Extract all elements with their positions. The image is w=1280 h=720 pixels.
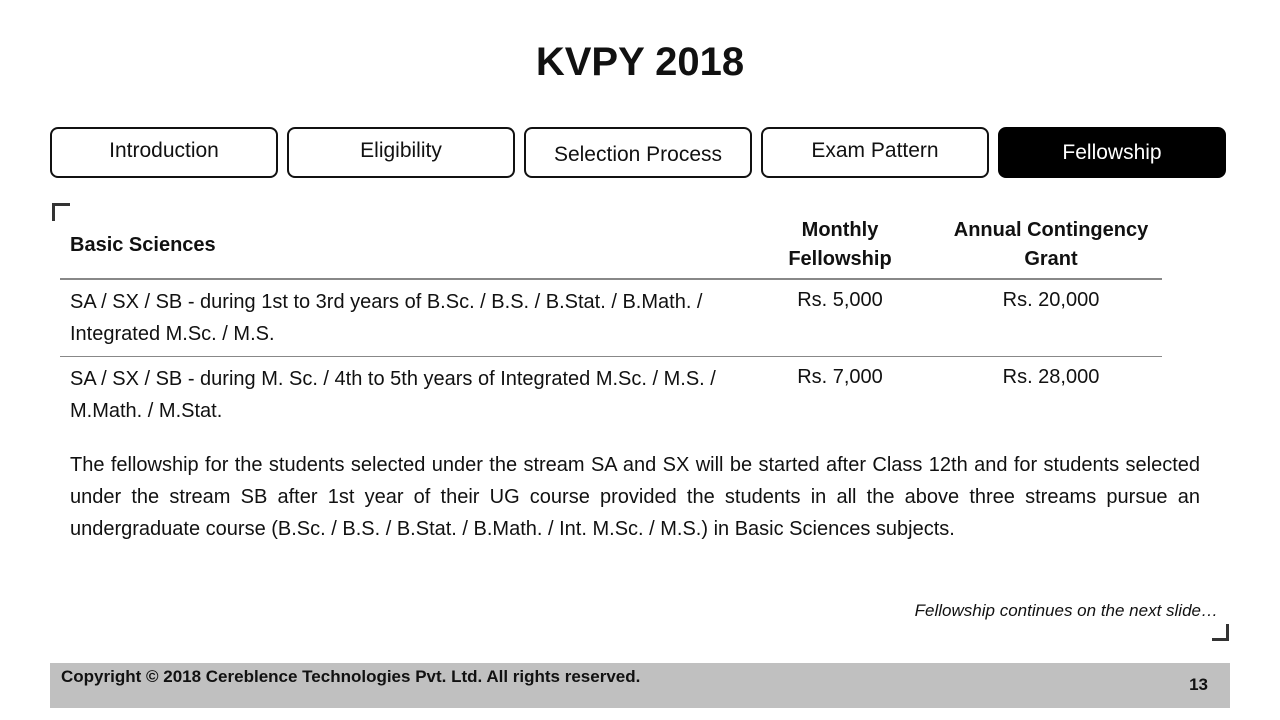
row-annual-amount: Rs. 28,000: [1002, 366, 1100, 388]
fellowship-table: [60, 212, 1162, 433]
section-tabs: [50, 127, 1230, 178]
tab-introduction[interactable]: Introduction: [50, 127, 278, 178]
tab-eligibility[interactable]: Eligibility: [287, 127, 515, 178]
corner-bracket-bottom-right: [1212, 624, 1229, 641]
fellowship-description: The fellowship for the students selected under the stream SA and SX will be started after Class 12th and for students selected under the stream SB after 1st year of their UG course provided the students in all the above three streams pursue an undergraduate course (B.Sc. / B.S. / B.Stat. / B.Math. / Int. M.Sc. / M.S.) in Basic Sciences subjects.: [70, 454, 1200, 540]
row-monthly-amount: Rs. 5,000: [797, 289, 883, 311]
continue-note: Fellowship continues on the next slide…: [914, 601, 1218, 620]
tab-exam-pattern[interactable]: Exam Pattern: [761, 127, 989, 178]
row-description: SA / SX / SB - during M. Sc. / 4th to 5th years of Integrated M.Sc. / M.S. / M.Math. / M.Stat.: [70, 368, 716, 422]
table-row: [60, 279, 1162, 357]
table-row: [60, 357, 1162, 434]
header-annual-contingency-grant: Annual Contingency Grant: [953, 219, 1149, 270]
row-annual-amount: Rs. 20,000: [1002, 289, 1100, 311]
header-basic-sciences: Basic Sciences: [70, 233, 216, 256]
slide-title: KVPY 2018: [535, 40, 745, 84]
row-monthly-amount: Rs. 7,000: [797, 366, 883, 388]
footer-bar: [50, 663, 1230, 708]
page-number: 13: [1189, 675, 1208, 694]
copyright-text: Copyright © 2018 Cereblence Technologies Pvt. Ltd. All rights reserved.: [61, 667, 641, 686]
tab-selection-process[interactable]: Selection Process: [524, 127, 752, 178]
table-header-row: [60, 212, 1162, 279]
tab-fellowship[interactable]: Fellowship: [998, 127, 1226, 178]
header-monthly-fellowship: Monthly Fellowship: [788, 219, 892, 270]
row-description: SA / SX / SB - during 1st to 3rd years of B.Sc. / B.S. / B.Stat. / B.Math. / Integrated M.Sc. / M.S.: [70, 291, 703, 345]
